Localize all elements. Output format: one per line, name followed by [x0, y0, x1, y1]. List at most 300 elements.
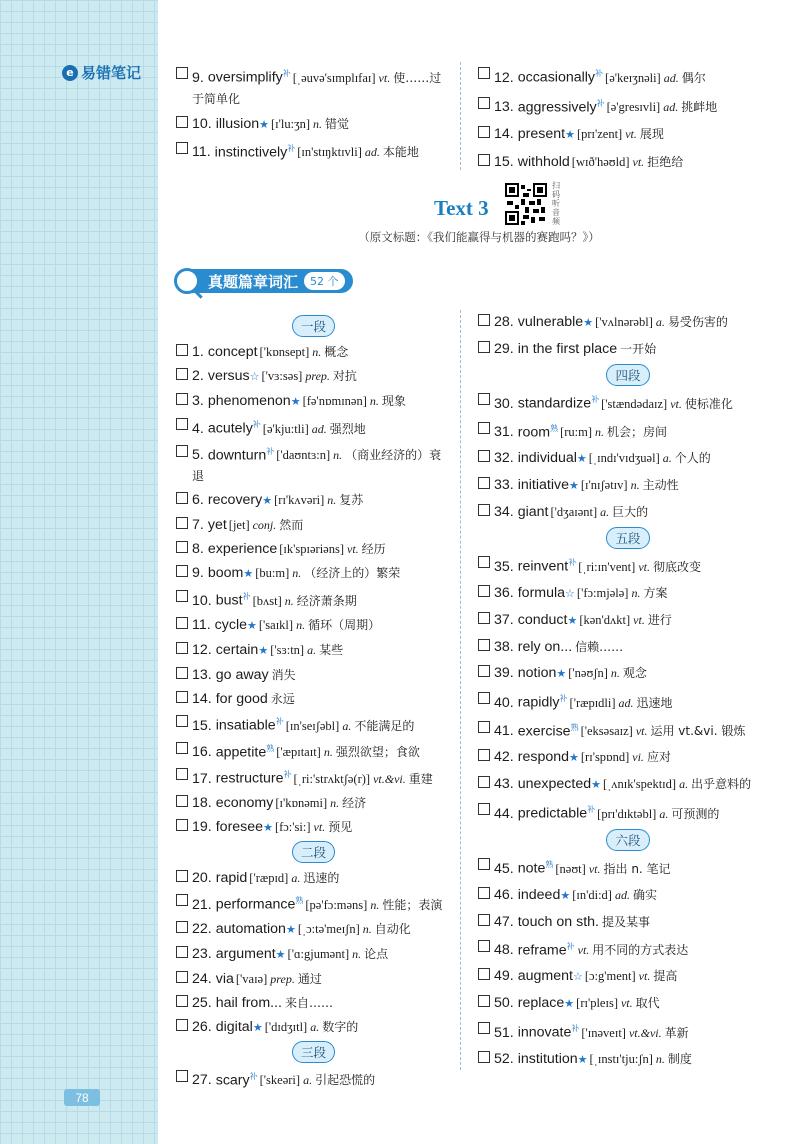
entry-word: scary [215, 1072, 250, 1089]
entry-mark-icon: ★ [577, 1053, 588, 1066]
entry-meaning: 革新 [664, 1025, 689, 1040]
entry-meaning: 方案 [643, 585, 668, 600]
entry-phonetic: [ˌɪnstɪ'tju:ʃn] [589, 1051, 653, 1066]
entry-meaning: 强烈地 [329, 421, 366, 436]
checkbox[interactable] [478, 749, 490, 761]
vocab-entry [176, 891, 451, 915]
entry-number: 40. [494, 694, 514, 711]
entry-body [192, 489, 451, 511]
entry-phonetic: [ˌri:'strʌktʃə(r)] [293, 771, 371, 786]
entry-pos: vt. [588, 861, 601, 876]
entry-meaning: 彻底改变 [652, 559, 701, 574]
entry-mark-icon: 补 [566, 941, 575, 951]
checkbox[interactable] [176, 368, 188, 380]
entry-body [494, 582, 778, 604]
entry-phonetic: [rɪ'kʌvəri] [274, 493, 325, 508]
checkbox[interactable] [176, 565, 188, 577]
entry-number: 15. [494, 154, 514, 171]
entry-pos: vt. [633, 612, 645, 627]
checkbox[interactable] [176, 819, 188, 831]
entry-phonetic: ['kɒnsept] [259, 345, 310, 359]
entry-word: acutely [207, 420, 253, 437]
entry-mark-icon: 补 [242, 592, 251, 602]
entry-pos: n. [333, 448, 343, 463]
checkbox[interactable] [478, 556, 490, 568]
entry-body [192, 514, 451, 535]
checkbox[interactable] [478, 450, 490, 462]
entry-meaning: 机会；房间 [607, 425, 668, 440]
checkbox[interactable] [478, 887, 490, 899]
entry-pos: n. [312, 345, 322, 359]
entry-word: predictable [517, 805, 588, 822]
entry-mark-icon: ☆ [565, 587, 575, 600]
entry-meaning: 经济 [342, 795, 367, 810]
checkbox[interactable] [478, 314, 490, 326]
entry-phonetic: [pə'fɔ:məns] [305, 897, 368, 912]
entry-mark-icon: 补 [587, 805, 596, 815]
vocab-entry [478, 94, 778, 118]
vocab-entry [176, 816, 451, 838]
entry-word: individual [517, 450, 577, 467]
vocab-entry [478, 609, 778, 631]
entry-pos: vt.&vi. [373, 771, 406, 786]
vocab-entry [176, 139, 451, 163]
entry-word: automation [215, 920, 286, 937]
vocab-entry [478, 884, 778, 906]
checkbox[interactable] [176, 795, 188, 807]
entry-number: 11. [192, 616, 211, 633]
vocab-entry [176, 765, 451, 789]
entry-phonetic: ['vɜ:səs] [261, 369, 303, 383]
entry-meaning: 使……过于简单化 [192, 70, 442, 106]
entry-mark-icon: ★ [247, 619, 257, 632]
vocab-entry [176, 442, 451, 487]
entry-mark-icon: 熟 [550, 423, 559, 433]
entry-number: 36. [494, 584, 514, 601]
entry-phonetic: [fɔ:'si:] [274, 819, 311, 834]
entry-meaning: 经济萧条期 [296, 593, 357, 608]
entry-phonetic: [ɪn'di:d] [572, 887, 612, 902]
vocab-entry [176, 341, 451, 362]
entry-word: go away [215, 666, 269, 683]
entry-phonetic: ['ræpɪdli] [569, 695, 616, 710]
entry-mark-icon: 补 [282, 69, 291, 78]
entry-mark-icon: 补 [252, 420, 261, 429]
entry-body [494, 1048, 778, 1070]
entry-mark-icon: 熟 [545, 859, 554, 869]
vocab-entry [176, 688, 451, 709]
top-left-column [176, 64, 451, 166]
entry-pos: n. [655, 1051, 665, 1066]
entry-word: formula [517, 584, 566, 601]
checkbox[interactable] [176, 344, 188, 356]
vocab-entry [478, 338, 778, 359]
entry-meaning: 迅速的 [303, 870, 340, 885]
entry-number: 35. [494, 558, 514, 575]
vocab-entry [478, 992, 778, 1014]
checkbox[interactable] [478, 692, 490, 704]
checkbox[interactable] [478, 721, 490, 733]
entry-phonetic: [ə'kju:tli] [262, 421, 309, 436]
checkbox[interactable] [478, 639, 490, 651]
vocab-entry [176, 792, 451, 813]
vocab-entry [478, 419, 778, 443]
entry-number: 47. [494, 913, 514, 930]
entry-word: aggressively [517, 99, 597, 116]
entry-meaning: 迅速地 [636, 695, 673, 710]
checkbox[interactable] [478, 477, 490, 489]
entry-phonetic: [ˌɪndɪ'vɪdʒuəl] [588, 451, 660, 466]
entry-mark-icon: ★ [560, 889, 571, 902]
entry-number: 51. [494, 1024, 514, 1041]
entry-word: withhold [517, 154, 570, 171]
entry-phonetic: [ɪn'stɪŋktɪvli] [297, 145, 362, 160]
entry-phonetic: [kən'dʌkt] [579, 612, 631, 627]
entry-pos: n. [313, 116, 323, 131]
checkbox[interactable] [478, 422, 490, 434]
entry-pos: n. [631, 585, 641, 600]
entry-number: 14. [192, 690, 212, 707]
checkbox[interactable] [478, 914, 490, 926]
vocab-entry [176, 64, 451, 109]
checkbox[interactable] [478, 803, 490, 815]
checkbox[interactable] [176, 971, 188, 983]
entry-phonetic: [rɪ'spɒnd] [580, 750, 630, 765]
entry-word: concept [207, 344, 258, 360]
entry-meaning: 错觉 [325, 116, 350, 131]
vocab-entry [478, 447, 778, 469]
entry-meaning: 概念 [324, 345, 349, 359]
entry-number: 48. [494, 942, 514, 959]
entry-pos: vt. [620, 996, 633, 1011]
entry-word: for good [215, 690, 268, 707]
entry-phonetic: [ˌɔ:tə'meɪʃn] [297, 921, 360, 936]
entry-number: 12. [192, 641, 212, 658]
entry-meaning: 观念 [622, 665, 647, 680]
entry-word: foresee [215, 818, 264, 835]
entry-meaning: 预见 [328, 819, 353, 834]
checkbox[interactable] [176, 445, 188, 457]
entry-meaning: 运用 vt.&vi. 锻炼 [650, 724, 746, 739]
checkbox[interactable] [478, 858, 490, 870]
entry-phonetic: [ˌri:ɪn'vent] [578, 559, 636, 574]
entry-meaning: 现象 [381, 394, 406, 408]
checkbox[interactable] [176, 617, 188, 629]
entry-word: replace [517, 995, 565, 1012]
entry-word: certain [215, 641, 259, 658]
entry-body [192, 792, 451, 813]
entry-mark-icon: 熟 [266, 743, 275, 753]
entry-meaning: 对抗 [332, 369, 357, 383]
entry-phonetic: ['sɜ:tn] [270, 642, 305, 657]
entry-body [494, 151, 778, 172]
entry-body [494, 911, 778, 932]
checkbox[interactable] [176, 590, 188, 602]
checkbox[interactable] [176, 492, 188, 504]
vocab-entry [478, 123, 778, 145]
entry-phonetic: ['ræpɪd] [249, 870, 289, 885]
entry-pos: n. [296, 617, 306, 632]
entry-body [192, 639, 451, 661]
entry-pos: vt. [638, 559, 650, 574]
vocab-entry [176, 739, 451, 763]
entry-meaning: 制度 [667, 1051, 692, 1066]
checkbox[interactable] [478, 776, 490, 788]
entry-phonetic: ['æpɪtaɪt] [276, 745, 321, 760]
entry-pos: n. [327, 493, 337, 508]
checkbox[interactable] [176, 1070, 188, 1082]
entry-mark-icon: ★ [576, 453, 587, 466]
qr-label: 扫码听音频 [552, 181, 560, 226]
checkbox[interactable] [176, 870, 188, 882]
section-paragraph-label: 五段 [606, 527, 649, 549]
checkbox[interactable] [478, 612, 490, 624]
checkbox[interactable] [176, 995, 188, 1007]
entry-pos: a. [342, 718, 352, 733]
vocab-entry [176, 587, 451, 611]
checkbox[interactable] [176, 768, 188, 780]
entry-body [192, 664, 451, 685]
vocab-entry [478, 689, 778, 713]
checkbox[interactable] [176, 894, 188, 906]
entry-meaning: 易受伤害的 [667, 315, 728, 329]
checkbox[interactable] [176, 67, 188, 79]
vocab-entry [176, 489, 451, 511]
entry-word: giant [517, 504, 549, 521]
checkbox[interactable] [478, 585, 490, 597]
checkbox[interactable] [478, 504, 490, 516]
entry-mark-icon: ★ [259, 118, 269, 131]
section-paragraph-tag [478, 364, 778, 386]
entry-body [494, 636, 778, 657]
entry-number: 7. [192, 517, 204, 534]
entry-pos: a. [291, 870, 301, 885]
entry-number: 33. [494, 477, 514, 494]
entry-pos: vt.&vi. [628, 1025, 662, 1040]
checkbox[interactable] [478, 154, 490, 166]
checkbox[interactable] [478, 968, 490, 980]
entry-word: vulnerable [517, 314, 584, 330]
entry-body [494, 718, 778, 742]
checkbox[interactable] [176, 946, 188, 958]
entry-body [494, 1019, 778, 1043]
entry-word: notion [517, 664, 557, 681]
entry-pos: n. [292, 566, 302, 581]
entry-number: 15. [192, 717, 212, 734]
entry-body [192, 992, 451, 1013]
entry-number: 18. [192, 794, 212, 811]
vocab-entry [176, 639, 451, 661]
vocab-entry [478, 800, 778, 824]
entry-mark-icon: ★ [556, 667, 567, 680]
entry-pos: vt. [313, 819, 326, 834]
checkbox[interactable] [176, 691, 188, 703]
entry-word: touch on sth. [517, 913, 599, 930]
entry-phonetic: ['vaɪə] [235, 971, 268, 986]
checkbox[interactable] [176, 1019, 188, 1031]
entry-phonetic: ['saɪkl] [258, 617, 294, 632]
entry-phonetic: ['eksəsaɪz] [580, 724, 633, 739]
checkbox[interactable] [478, 67, 490, 79]
entry-word: rapidly [517, 694, 560, 711]
entry-phonetic: ['ɑ:gjumənt] [287, 946, 350, 961]
entry-pos: vt. [347, 542, 359, 557]
entry-body [494, 746, 778, 768]
entry-pos: n. [610, 665, 620, 680]
entry-phonetic: [ru:m] [560, 425, 592, 440]
entry-mark-icon: 补 [283, 770, 292, 780]
entry-phonetic: ['vʌlnərəbl] [595, 315, 653, 329]
entry-body [192, 968, 451, 989]
section-paragraph-tag [176, 1041, 451, 1063]
checkbox[interactable] [176, 142, 188, 154]
entry-meaning: 论点 [364, 946, 389, 961]
checkbox[interactable] [176, 642, 188, 654]
entry-pos: vt. [625, 127, 637, 142]
entry-body [494, 773, 778, 795]
entry-phonetic: ['fɔ:mjələ] [576, 585, 629, 600]
section-paragraph-tag [176, 315, 451, 337]
entry-word: argument [215, 945, 276, 962]
entry-number: 46. [494, 886, 514, 903]
entry-body [494, 609, 778, 631]
vocab-entry [478, 1019, 778, 1043]
entry-word: respond [517, 749, 570, 766]
checkbox[interactable] [176, 667, 188, 679]
entry-pos: a. [303, 1073, 313, 1088]
entry-phonetic: ['skeəri] [259, 1073, 301, 1088]
vocab-entry [176, 867, 451, 888]
entry-number: 9. [192, 565, 204, 582]
entry-meaning: 信赖…… [575, 639, 624, 654]
vocab-entry [176, 514, 451, 535]
entry-word: exercise [517, 723, 571, 740]
entry-body [494, 992, 778, 1014]
entry-phonetic: ['daʊntɜ:n] [276, 448, 331, 463]
checkbox[interactable] [478, 940, 490, 952]
checkbox[interactable] [176, 116, 188, 128]
checkbox[interactable] [176, 517, 188, 529]
entry-number: 1. [192, 344, 204, 360]
vocab-entry [478, 64, 778, 88]
checkbox[interactable] [478, 665, 490, 677]
entry-mark-icon: ★ [591, 779, 601, 792]
entry-word: in the first place [517, 341, 618, 357]
entry-number: 12. [494, 69, 514, 86]
checkbox[interactable] [176, 418, 188, 430]
vocab-entry [478, 746, 778, 768]
page-number: 78 [64, 1089, 100, 1106]
entry-body [192, 562, 451, 584]
entry-word: institution [517, 1050, 578, 1067]
entry-mark-icon: ★ [569, 752, 579, 765]
entry-body [494, 94, 778, 118]
entry-number: 9. [192, 69, 204, 86]
entry-body [494, 474, 778, 496]
entry-word: performance [215, 896, 296, 913]
checkbox[interactable] [176, 541, 188, 553]
entry-phonetic: ['dɪdʒɪtl] [264, 1019, 308, 1034]
entry-number: 14. [494, 126, 514, 143]
entry-body [192, 365, 451, 387]
entry-number: 29. [494, 341, 514, 357]
entry-pos: ad. [618, 695, 634, 710]
entry-meaning: （经济上的）繁荣 [304, 566, 401, 581]
entry-meaning: 取代 [635, 996, 660, 1011]
side-grid-strip [0, 0, 158, 1144]
checkbox[interactable] [478, 126, 490, 138]
entry-phonetic: [ɪk'spɪəriəns] [279, 542, 344, 557]
vocab-entry [478, 501, 778, 522]
entry-word: phenomenon [207, 393, 291, 409]
entry-meaning: 经历 [361, 542, 386, 557]
checkbox[interactable] [478, 341, 490, 353]
section-paragraph-tag [478, 829, 778, 851]
entry-body [192, 614, 451, 636]
checkbox[interactable] [478, 995, 490, 1007]
entry-body [494, 855, 778, 879]
checkbox[interactable] [176, 921, 188, 933]
entry-body [494, 937, 778, 961]
entry-phonetic: [ɪ'lu:ʒn] [270, 116, 311, 131]
checkbox[interactable] [176, 742, 188, 754]
entry-meaning: 出乎意料的 [691, 777, 752, 792]
entry-mark-icon: ★ [252, 1021, 263, 1034]
entry-phonetic: ['nəʊʃn] [568, 665, 608, 680]
checkbox[interactable] [478, 1022, 490, 1034]
section-paragraph-tag [478, 527, 778, 549]
entry-mark-icon: ★ [569, 480, 579, 493]
entry-meaning: 用不同的方式表达 [592, 943, 689, 958]
checkbox[interactable] [478, 97, 490, 109]
entry-number: 24. [192, 970, 212, 987]
checkbox[interactable] [176, 393, 188, 405]
entry-pos: vi. [632, 750, 644, 765]
entry-word: via [215, 970, 234, 987]
entry-body [494, 662, 778, 684]
entry-mark-icon: ☆ [249, 371, 260, 383]
entry-word: illusion [215, 115, 260, 132]
entry-meaning: 提高 [653, 969, 678, 984]
entry-meaning: 进行 [647, 612, 672, 627]
entry-word: oversimplify [207, 69, 283, 86]
entry-meaning: 个人的 [674, 451, 711, 466]
entry-number: 10. [192, 115, 212, 132]
entry-number: 21. [192, 896, 212, 913]
entry-mark-icon: 补 [266, 446, 275, 456]
vocab-entry [176, 992, 451, 1013]
entry-body [494, 965, 778, 987]
entry-number: 17. [192, 770, 212, 787]
entry-meaning: 应对 [646, 750, 671, 765]
checkbox[interactable] [176, 715, 188, 727]
entry-mark-icon: 熟 [570, 722, 579, 732]
column-divider-top [460, 62, 461, 170]
vocab-entry [478, 773, 778, 795]
section-paragraph-label: 三段 [292, 1041, 335, 1063]
entry-body [192, 688, 451, 709]
entry-number: 16. [192, 744, 212, 761]
right-vocab-column [478, 311, 778, 1075]
checkbox[interactable] [478, 393, 490, 405]
entry-word: room [517, 424, 551, 441]
checkbox[interactable] [478, 1051, 490, 1063]
entry-mark-icon: ★ [583, 317, 594, 329]
vocab-entry [478, 151, 778, 172]
vocab-entry [478, 390, 778, 414]
section-bar-label: 真题篇章词汇 [208, 272, 299, 291]
entry-body [494, 447, 778, 469]
